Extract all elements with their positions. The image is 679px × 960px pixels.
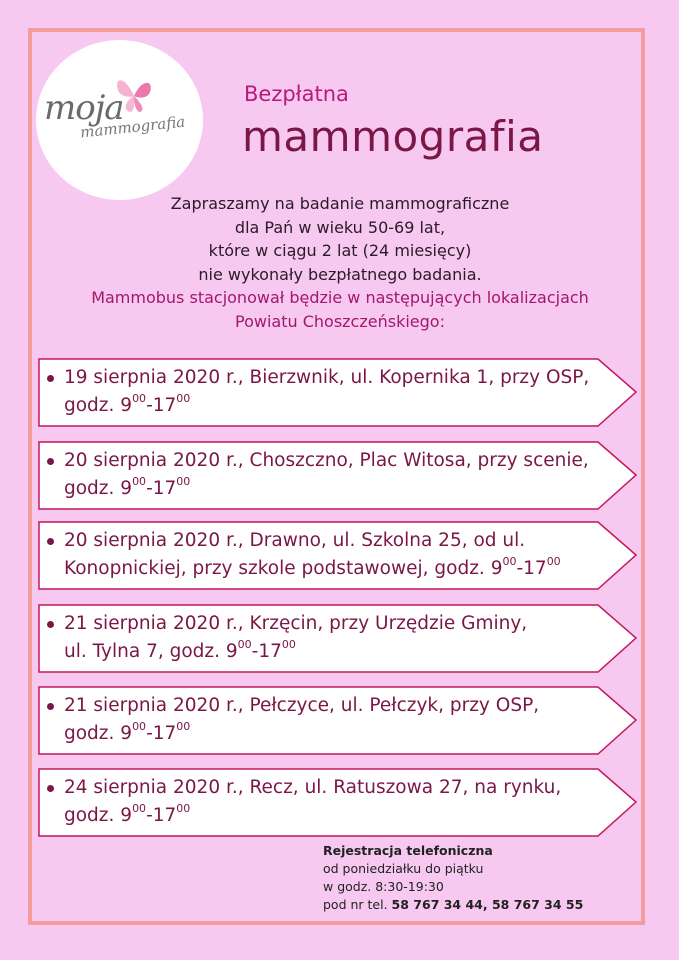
intro-line: nie wykonały bezpłatnego badania. [198,264,482,284]
title-mammography: mammografia [242,112,544,161]
location-text [64,364,624,420]
location-item [38,521,638,591]
registration-phones: pod nr tel. 58 767 34 44, 58 767 34 55 [323,897,584,912]
logo-wordmark: moja [44,88,124,128]
intro-line: dla Pań w wieku 50-69 lat, [234,217,446,237]
intro-line: które w ciągu 2 lat (24 miesięcy) [208,241,472,261]
location-item [38,441,638,511]
location-line2: Konopnickiej, przy szkole podstawowej, godz. $9^{00}-17^{00}$ [64,554,561,579]
intro-line: Zapraszamy na badanie mammograficzne [170,194,510,213]
location-text [64,610,624,666]
location-item [38,604,638,674]
location-text [64,774,624,830]
intro-line-accent: Powiatu Choszczeńskiego: [235,311,445,331]
logo-subtext: mammografia [79,112,186,142]
registration-info [323,842,583,914]
bullet-icon [47,538,54,545]
registration-title: Rejestracja telefoniczna [323,843,493,858]
location-line2: godz. $9^{00}-17^{00}$ [64,474,191,499]
location-line1: 19 sierpnia 2020 r., Bierzwnik, ul. Kopernika 1, przy OSP, [64,367,590,388]
location-line2: godz. $9^{00}-17^{00}$ [64,801,191,826]
location-line1: 24 sierpnia 2020 r., Recz, ul. Ratuszowa 27, na rynku, [64,777,562,798]
location-text [64,527,624,583]
bullet-icon [47,375,54,382]
intro-text [60,192,620,334]
intro-line-accent: Mammobus stacjonował będzie w następujących lokalizacjach [91,288,589,308]
location-item [38,358,638,428]
location-line2: godz. $9^{00}-17^{00}$ [64,719,191,744]
location-line2: ul. Tylna 7, godz. $9^{00}-17^{00}$ [64,637,296,662]
bullet-icon [47,703,54,710]
bullet-icon [47,458,54,465]
location-text [64,447,624,503]
location-line1: 20 sierpnia 2020 r., Drawno, ul. Szkolna 25, od ul. [64,530,526,551]
registration-hours: w godz. 8:30-19:30 [323,879,444,894]
location-line1: 21 sierpnia 2020 r., Pełczyce, ul. Pełczyk, przy OSP, [64,695,540,716]
bullet-icon [47,621,54,628]
bullet-icon [47,785,54,792]
location-line2: godz. $9^{00}-17^{00}$ [64,391,191,416]
registration-days: od poniedziałku do piątku [323,861,484,876]
title-free: Bezpłatna [244,82,349,106]
location-line1: 20 sierpnia 2020 r., Choszczno, Plac Witosa, przy scenie, [64,450,589,471]
location-item [38,686,638,756]
location-line1: 21 sierpnia 2020 r., Krzęcin, przy Urzędzie Gminy, [64,613,528,634]
location-item [38,768,638,838]
location-text [64,692,624,748]
